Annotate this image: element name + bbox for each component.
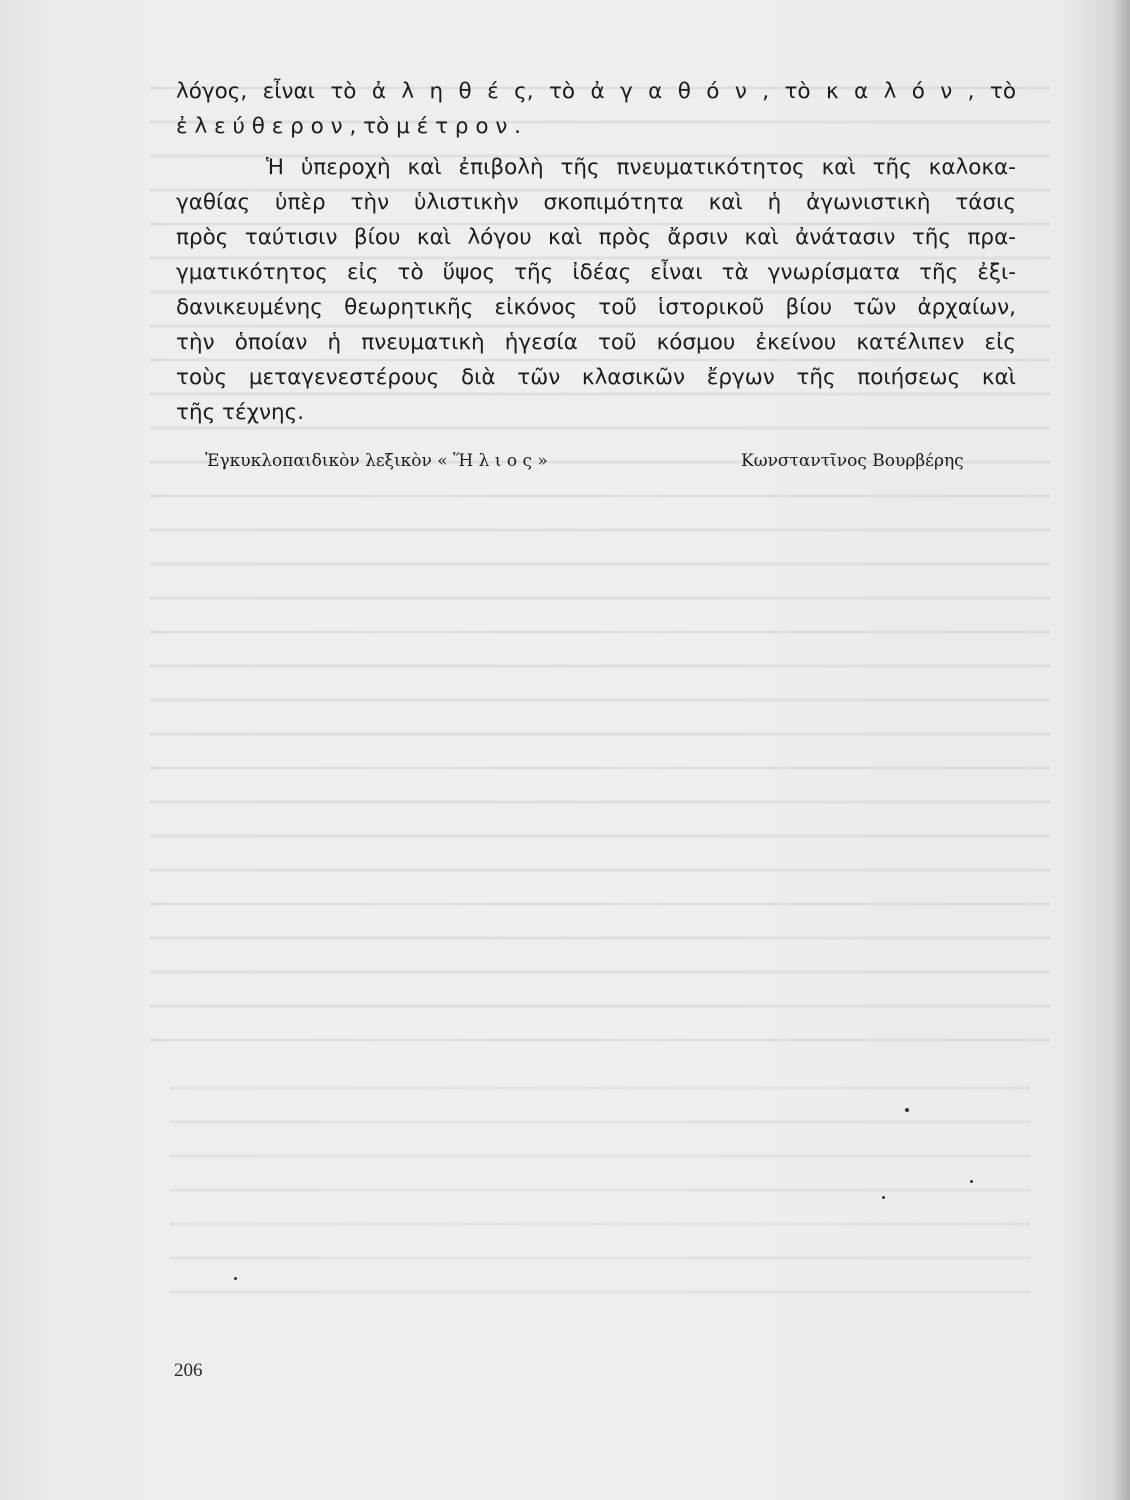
text-line: τὴν ὁποίαν ἡ πνευματικὴ ἡγεσία τοῦ κόσμου ἐκείνου κατέλιπεν εἰς <box>176 330 1016 355</box>
author-name: Κωνσταντῖνος Βουρβέρης <box>741 451 964 471</box>
ink-speck <box>234 1277 237 1280</box>
text-line: λόγος, εἶναι τὸ ἀ λ η θ έ ς, τὸ ἀ γ α θ ό ν , τὸ κ α λ ό ν , τὸ <box>176 79 1016 104</box>
text-line: πρὸς ταύτισιν βίου καὶ λόγου καὶ πρὸς ἄρσιν καὶ ἀνάτασιν τῆς πρα- <box>176 225 1016 250</box>
text-line: γματικότητος εἰς τὸ ὕψος τῆς ἰδέας εἶναι τὰ γνωρίσματα τῆς ἐξι- <box>176 260 1016 285</box>
body-text <box>176 74 1016 430</box>
bleed-through-text-lower <box>170 1060 1030 1320</box>
text-line: γαθίας ὑπὲρ τὴν ὑλιστικὴν σκοπιμότητα καὶ ἡ ἀγωνιστικὴ τάσις <box>176 190 1016 215</box>
ink-speck <box>882 1196 885 1199</box>
text-line: τοὺς μεταγενεστέρους διὰ τῶν κλασικῶν ἔργων τῆς ποιήσεως καὶ <box>176 365 1016 390</box>
page-number: 206 <box>174 1360 203 1381</box>
ink-speck <box>970 1180 973 1183</box>
text-line: τῆς τέχνης. <box>176 400 305 425</box>
text-line: ἐ λ ε ύ θ ε ρ ο ν , τὸ μ έ τ ρ ο ν . <box>176 114 521 139</box>
text-line: δανικευμένης θεωρητικῆς εἰκόνος τοῦ ἱστορικοῦ βίου τῶν ἀρχαίων, <box>176 295 1016 320</box>
source-citation: Ἐγκυκλοπαιδικὸν λεξικὸν « Ἥ λ ι ο ς » <box>205 451 548 471</box>
text-line: Ἡ ὑπεροχὴ καὶ ἐπιβολὴ τῆς πνευματικότητος καὶ τῆς καλοκα- <box>266 155 1016 180</box>
ink-speck <box>905 1108 909 1112</box>
page-edge-shadow <box>1112 0 1130 1500</box>
